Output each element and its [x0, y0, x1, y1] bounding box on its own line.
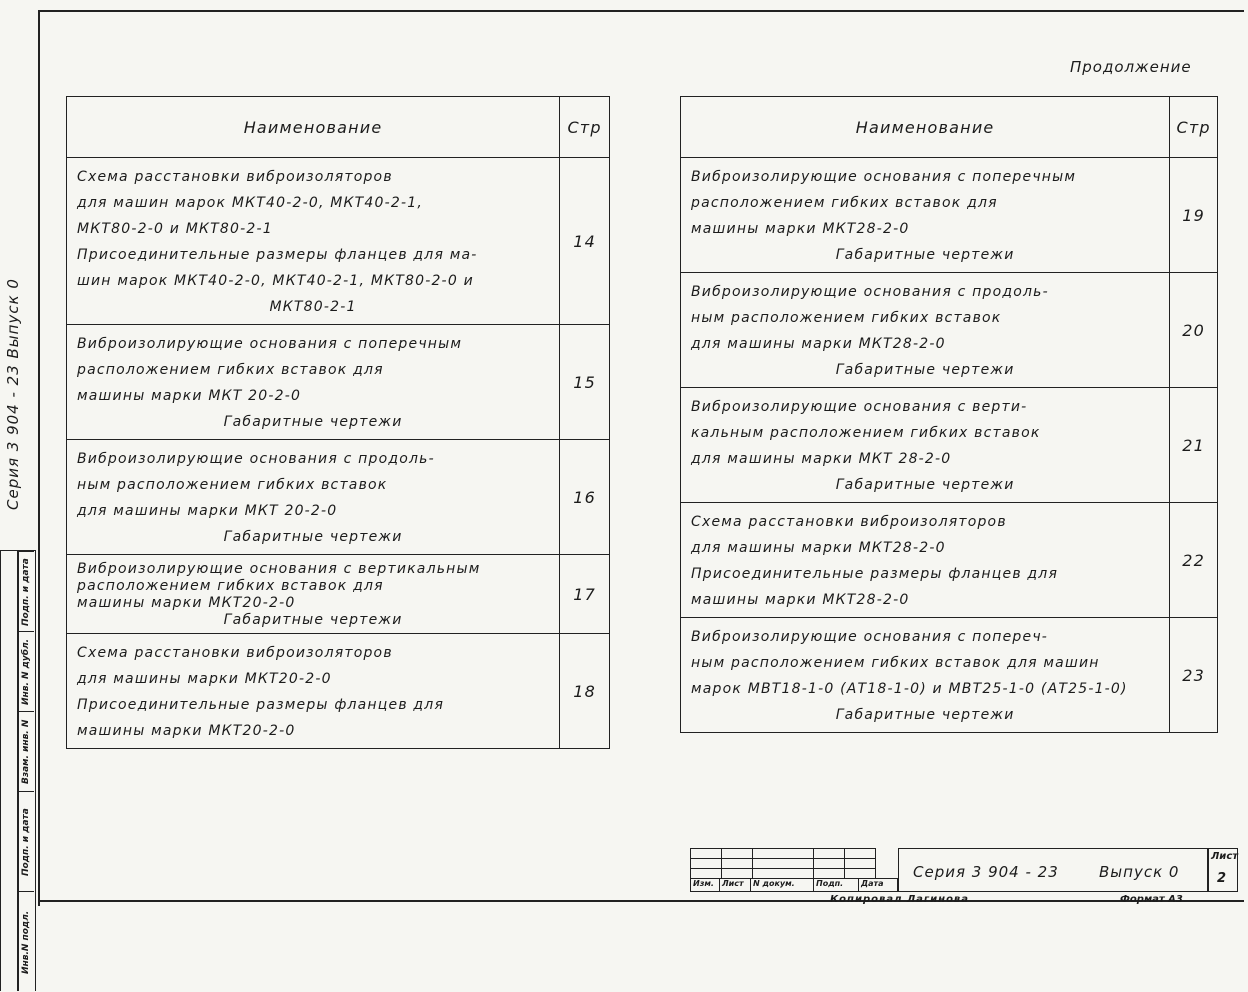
entry-name-cell: [67, 158, 560, 325]
entry-page-number: 21: [1170, 388, 1218, 503]
entry-page-number: 17: [560, 555, 610, 634]
entry-line: машины марки МКТ 20-2-0: [77, 388, 302, 404]
head-sheet: Лист: [720, 879, 751, 891]
entry-page-number: 19: [1170, 158, 1218, 273]
frame-left-border: [38, 10, 40, 906]
table-row: [67, 440, 610, 555]
head-doc-number: N докум.: [751, 879, 814, 891]
entry-name-cell: [67, 634, 560, 749]
entry-line: для машины марки МКТ28-2-0: [691, 336, 946, 352]
entry-page-number: 16: [560, 440, 610, 555]
entry-name-cell: [67, 325, 560, 440]
entry-name-cell: [67, 555, 560, 634]
entry-line: шин марок МКТ40-2-0, МКТ40-2-1, МКТ80-2-0 и: [77, 273, 474, 289]
entry-line: Схема расстановки виброизоляторов: [77, 645, 393, 661]
entry-subtitle: Габаритные чертежи: [223, 529, 403, 545]
entry-page-number: 20: [1170, 273, 1218, 388]
stamp-issue: Выпуск 0: [1099, 863, 1180, 881]
entry-subtitle: Габаритные чертежи: [835, 707, 1015, 723]
title-block: [690, 848, 1248, 906]
entry-page-number: 14: [560, 158, 610, 325]
entry-line: для машин марок МКТ40-2-0, МКТ40-2-1,: [77, 195, 424, 211]
entry-line: Виброизолирующие основания с вертикальным: [77, 561, 481, 577]
entry-subtitle: Габаритные чертежи: [835, 477, 1015, 493]
entry-line: Присоединительные размеры фланцев для ма-: [77, 247, 478, 263]
table-row: [67, 158, 610, 325]
entry-line: Виброизолирующие основания с поперечным: [691, 169, 1077, 185]
entry-subtitle: Габаритные чертежи: [223, 414, 403, 430]
title-block-grid: [690, 848, 876, 879]
column-header-page: Стр: [1170, 97, 1218, 158]
table-row: [681, 273, 1218, 388]
entry-line: машины марки МКТ28-2-0: [691, 221, 910, 237]
entry-line: МКТ80-2-0 и МКТ80-2-1: [77, 221, 273, 237]
entry-subtitle: Габаритные чертежи: [835, 362, 1015, 378]
side-cell-3: Подп. и дата: [18, 791, 34, 892]
entry-line: ным расположением гибких вставок для машин: [691, 655, 1100, 671]
entry-line: ным расположением гибких вставок: [691, 310, 1002, 326]
column-header-page: Стр: [560, 97, 610, 158]
entry-line: Присоединительные размеры фланцев для: [77, 697, 445, 713]
entry-line: Виброизолирующие основания с продоль-: [691, 284, 1049, 300]
entry-name-cell: [681, 618, 1170, 733]
entry-line: для машины марки МКТ 20-2-0: [77, 503, 338, 519]
table-row: [681, 503, 1218, 618]
entry-line: кальным расположением гибких вставок: [691, 425, 1041, 441]
entry-line: для машины марки МКТ 28-2-0: [691, 451, 952, 467]
head-signature: Подп.: [814, 879, 859, 891]
side-cell-0: Подп. и дата: [18, 551, 34, 632]
side-cell-4: Инв.N подл.: [18, 891, 34, 992]
entry-line: для машины марки МКТ20-2-0: [77, 671, 332, 687]
continuation-label: Продолжение: [1070, 58, 1192, 76]
entry-subtitle: Габаритные чертежи: [835, 247, 1015, 263]
column-header-name: Наименование: [681, 97, 1170, 158]
stamp-format: Формат А3: [1120, 894, 1183, 905]
entry-page-number: 18: [560, 634, 610, 749]
side-stamp-grid: [0, 550, 36, 991]
title-block-headers: [690, 878, 898, 892]
entry-line: Виброизолирующие основания с продоль-: [77, 451, 435, 467]
entry-line: ным расположением гибких вставок: [77, 477, 388, 493]
entry-page-number: 15: [560, 325, 610, 440]
entry-name-cell: [681, 388, 1170, 503]
entry-name-cell: [681, 273, 1170, 388]
stamp-copied-by: Копировал Лагинова: [830, 894, 970, 905]
left-contents-table: [66, 96, 610, 749]
entry-line: Виброизолирующие основания с поперечным: [77, 336, 463, 352]
table-row: [681, 618, 1218, 733]
head-date: Дата: [861, 879, 884, 888]
side-series-label: Серия 3 904 - 23 Выпуск 0: [4, 278, 22, 510]
entry-line: Виброизолирующие основания с верти-: [691, 399, 1028, 415]
table-row: [67, 634, 610, 749]
left-table-body: [67, 158, 610, 749]
table-row: [67, 555, 610, 634]
head-change: Изм.: [691, 879, 720, 891]
side-strip: [0, 90, 36, 974]
entry-line: для машины марки МКТ28-2-0: [691, 540, 946, 556]
entry-line: машины марки МКТ20-2-0: [77, 723, 296, 739]
entry-page-number: 23: [1170, 618, 1218, 733]
frame-top-border: [38, 10, 1244, 12]
title-block-main: [898, 848, 1208, 892]
entry-line: Схема расстановки виброизоляторов: [77, 169, 393, 185]
entry-line: расположением гибких вставок для: [691, 195, 998, 211]
entry-line: марок МВТ18-1-0 (АТ18-1-0) и МВТ25-1-0 (АТ25-1-0): [691, 681, 1128, 697]
entry-name-cell: [67, 440, 560, 555]
column-header-name: Наименование: [67, 97, 560, 158]
table-row: [681, 158, 1218, 273]
entry-line: Присоединительные размеры фланцев для: [691, 566, 1059, 582]
entry-line: Схема расстановки виброизоляторов: [691, 514, 1007, 530]
entry-page-number: 22: [1170, 503, 1218, 618]
entry-subtitle: Габаритные чертежи: [223, 612, 403, 628]
entry-line: расположением гибких вставок для: [77, 362, 384, 378]
stamp-sheet-number: 2: [1217, 871, 1227, 886]
entry-line: машины марки МКТ28-2-0: [691, 592, 910, 608]
stamp-sheet-box: [1208, 848, 1238, 892]
side-cell-2: Взам. инв. N: [18, 711, 34, 792]
entry-line: расположением гибких вставок для: [77, 578, 384, 594]
entry-name-cell: [681, 158, 1170, 273]
entry-subtitle: МКТ80-2-1: [269, 299, 357, 315]
stamp-sheet-head: Лист: [1211, 851, 1239, 862]
entry-line: машины марки МКТ20-2-0: [77, 595, 296, 611]
side-cell-1: Инв. N дубл.: [18, 631, 34, 712]
right-table-body: [681, 158, 1218, 733]
entry-line: Виброизолирующие основания с попереч-: [691, 629, 1049, 645]
stamp-series: Серия 3 904 - 23: [913, 863, 1059, 881]
table-row: [681, 388, 1218, 503]
right-contents-table: [680, 96, 1218, 733]
table-row: [67, 325, 610, 440]
entry-name-cell: [681, 503, 1170, 618]
